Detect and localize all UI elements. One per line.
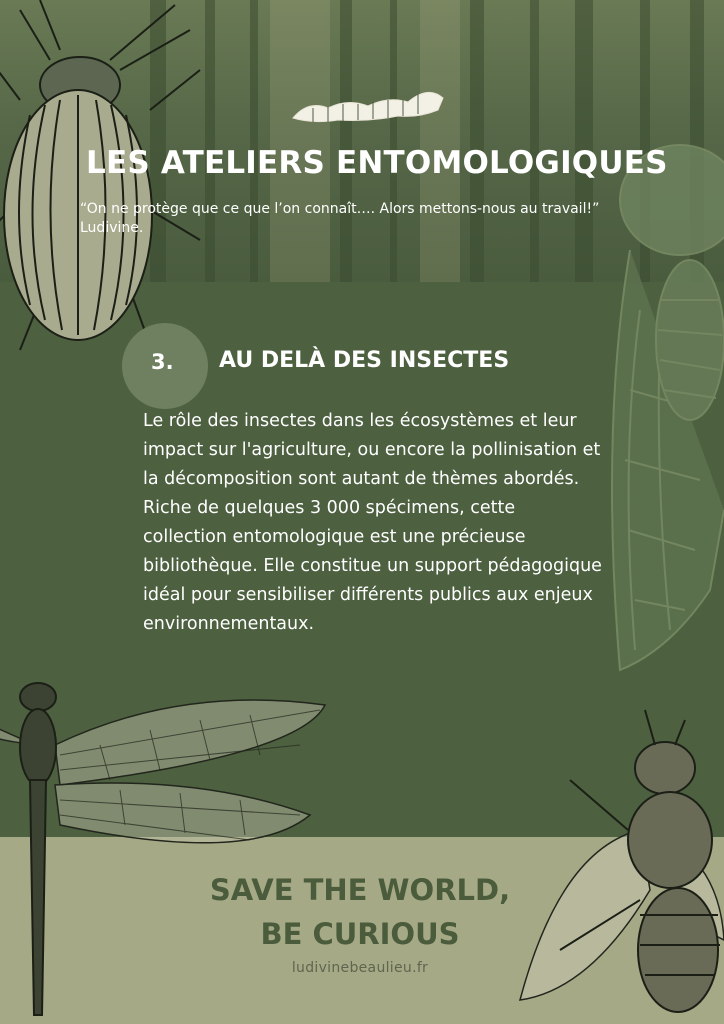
section-body: Le rôle des insectes dans les écosystèmes et leur impact sur l'agriculture, ou encore la pollinisation et la décomposition sont autant de thèmes abordés. Riche de quelques 3 000 spécimens, cette collection entomologique est une précieuse bibliothèque. Elle constitue un support pédagogique idéal pour sensibiliser différents publics aux enjeux environnementaux. [143,411,602,634]
caterpillar-icon [288,80,448,130]
website-link[interactable]: ludivinebeaulieu.fr [291,960,429,976]
quote-text: “On ne protège que ce que l’on connaît…. Alors mettons-nous au travail!” Ludivine. [80,201,600,236]
tree-trunk [250,0,258,282]
section-title: AU DELÀ DES INSECTES [219,348,510,373]
bee-illustration [500,700,724,1024]
section-number: 3. [151,350,174,374]
light-ray [420,0,460,282]
slogan [160,868,560,956]
tree-trunk [390,0,397,282]
light-ray [270,0,330,282]
tree-trunk [340,0,352,282]
tree-trunk [530,0,539,282]
tree-trunk [205,0,215,282]
slogan-line-1: SAVE THE WORLD, [209,873,511,907]
page-title: LES ATELIERS ENTOMOLOGIQUES [86,145,668,181]
slogan-line-2: BE CURIOUS [260,917,460,951]
tree-trunk [470,0,484,282]
